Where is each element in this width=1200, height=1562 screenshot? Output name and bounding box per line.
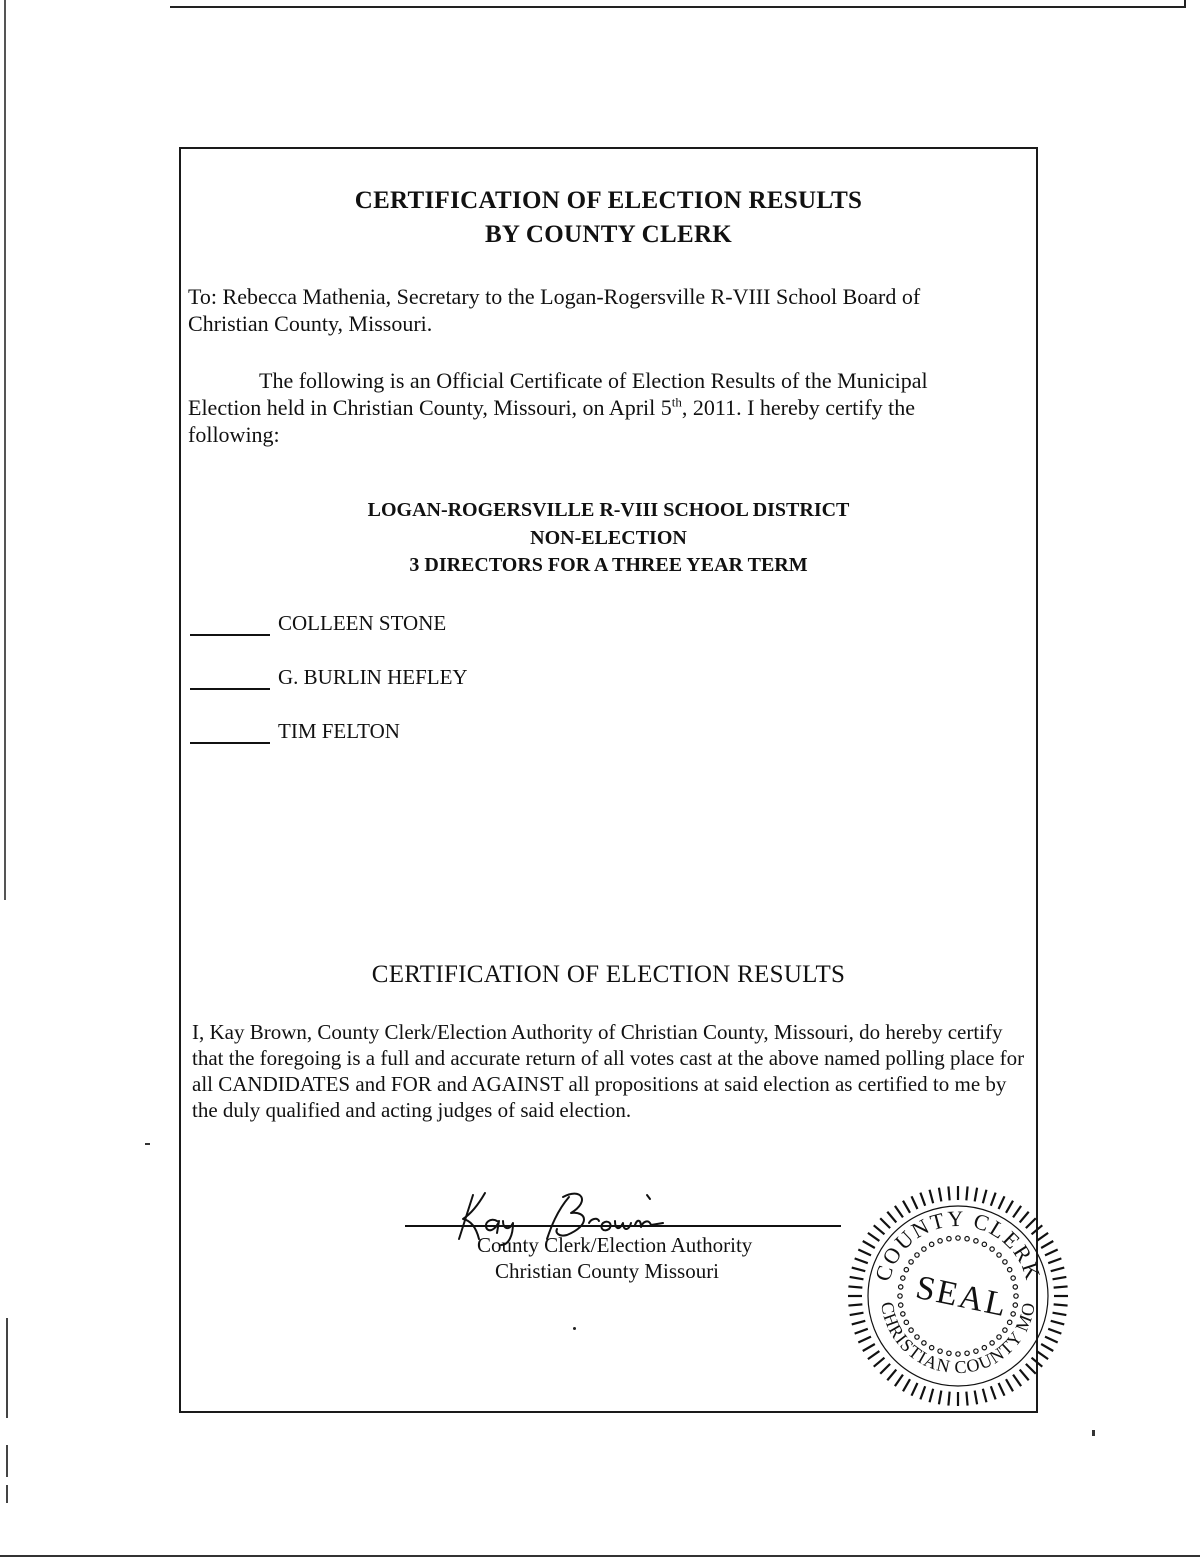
- scan-left-mark: [6, 1318, 8, 1418]
- seal-tick: [920, 1386, 925, 1399]
- seal-tick: [1006, 1201, 1013, 1213]
- seal-dot: [956, 1236, 960, 1240]
- seal-dot: [982, 1242, 986, 1246]
- seal-dot: [982, 1345, 986, 1349]
- seal-tick: [991, 1193, 996, 1206]
- seal-tick: [999, 1383, 1005, 1396]
- seal-tick: [1053, 1277, 1067, 1279]
- seal-dot: [974, 1349, 978, 1353]
- scan-speck: [573, 1327, 576, 1330]
- seal-tick: [1041, 1344, 1053, 1351]
- race-type: NON-ELECTION: [530, 527, 687, 549]
- seal-tick: [863, 1344, 875, 1351]
- seal-tick: [983, 1190, 987, 1204]
- seal-dot: [909, 1328, 913, 1332]
- seal-tick: [895, 1206, 903, 1217]
- intro-paragraph: [188, 367, 988, 448]
- seal-tick: [874, 1358, 885, 1367]
- seal-tick: [975, 1391, 977, 1405]
- seal-tick: [850, 1313, 864, 1315]
- seal-tick: [880, 1364, 890, 1374]
- seal-tick: [1037, 1233, 1048, 1241]
- certification-heading: CERTIFICATION OF ELECTION RESULTS: [371, 961, 846, 988]
- race-seats: 3 DIRECTORS FOR A THREE YEAR TERM: [409, 554, 808, 576]
- seal-tick: [1020, 1370, 1029, 1381]
- certificate-frame: [179, 147, 1047, 1413]
- candidate-row: [190, 665, 468, 690]
- seal-tick: [852, 1321, 866, 1325]
- seal-dot: [1007, 1267, 1011, 1271]
- seal-tick: [939, 1188, 941, 1202]
- seal-dot: [997, 1253, 1001, 1257]
- seal-dot: [938, 1349, 942, 1353]
- seal-tick: [920, 1193, 925, 1206]
- scan-speck: [1092, 1430, 1095, 1436]
- seal-tick: [1041, 1241, 1053, 1248]
- seal-dot: [922, 1341, 926, 1345]
- seal-tick: [880, 1218, 890, 1228]
- seal-tick: [966, 1186, 967, 1200]
- seal-dot: [990, 1341, 994, 1345]
- scan-top-rule: [170, 6, 1186, 8]
- seal-tick: [912, 1383, 918, 1396]
- seal-tick: [848, 1304, 862, 1305]
- seal-tick: [1054, 1286, 1068, 1287]
- seal-tick: [1020, 1212, 1029, 1223]
- svg-text:COUNTY CLERK: [870, 1206, 1046, 1284]
- seal-dot: [938, 1239, 942, 1243]
- addressee-line: To: Rebecca Mathenia, Secretary to the Logan-Rogersville R-VIII School Board of Christian County, Missouri.: [188, 284, 921, 336]
- scan-speck: [145, 1143, 150, 1145]
- seal-tick: [903, 1379, 910, 1391]
- seal-tick: [930, 1389, 934, 1403]
- seal-dot: [947, 1237, 951, 1241]
- seal-dot: [899, 1303, 903, 1307]
- seal-tick: [966, 1392, 967, 1406]
- signer-title: County Clerk/Election Authority: [477, 1233, 753, 1257]
- seal-dot: [956, 1352, 960, 1356]
- seal-dot: [974, 1239, 978, 1243]
- seal-tick: [983, 1389, 987, 1403]
- candidate-name: TIM FELTON: [278, 719, 400, 743]
- seal-tick: [1045, 1250, 1058, 1256]
- seal-tick: [999, 1196, 1005, 1209]
- seal-tick: [1048, 1329, 1061, 1334]
- seal-bottom-text: CHRISTIAN COUNTY MO: [877, 1300, 1039, 1378]
- scan-left-mark: [6, 1485, 8, 1503]
- seal-dot: [915, 1335, 919, 1339]
- seal-tick: [948, 1186, 949, 1200]
- seal-dot: [1003, 1328, 1007, 1332]
- seal-tick: [975, 1188, 977, 1202]
- seal-tick: [1051, 1321, 1065, 1325]
- candidate-row: [190, 719, 400, 744]
- seal-dot: [990, 1247, 994, 1251]
- intro-text: The following is an Official Certificate of Election Results of the Municipal Election held in Christian County, Missouri, on April 5: [188, 368, 928, 420]
- seal-tick: [1037, 1351, 1048, 1359]
- signature-line: [405, 1225, 841, 1227]
- race-title: LOGAN-ROGERSVILLE R-VIII SCHOOL DISTRICT: [367, 499, 850, 521]
- seal-tick: [1032, 1358, 1043, 1367]
- seal-dot: [904, 1320, 908, 1324]
- seal-tick: [874, 1225, 885, 1234]
- seal-tick: [1013, 1375, 1021, 1386]
- seal-dot: [904, 1267, 908, 1271]
- scan-left-mark: [6, 1445, 8, 1477]
- scan-left-rule: [4, 0, 6, 900]
- seal-dot: [929, 1242, 933, 1246]
- seal-top-text: COUNTY CLERK: [869, 1205, 1047, 1285]
- seal-dot: [922, 1247, 926, 1251]
- date-suffix: th: [671, 394, 682, 410]
- scan-top-tick: [1184, 0, 1186, 8]
- seal-dot: [915, 1253, 919, 1257]
- vote-count-blank: [190, 612, 270, 636]
- seal-dot: [965, 1237, 969, 1241]
- seal-tick: [1032, 1225, 1043, 1234]
- seal-dot: [1014, 1294, 1018, 1298]
- document-subtitle: BY COUNTY CLERK: [484, 221, 733, 248]
- seal-tick: [903, 1201, 910, 1213]
- seal-tick: [912, 1196, 918, 1209]
- seal-tick: [948, 1392, 949, 1406]
- vote-count-blank: [190, 720, 270, 744]
- seal-dot: [909, 1260, 913, 1264]
- intro-text-end: , 2011. I hereby certify the following:: [188, 395, 916, 447]
- seal-tick: [868, 1351, 879, 1359]
- seal-center-text: SEAL: [912, 1268, 1012, 1325]
- seal-tick: [1013, 1206, 1021, 1217]
- seal-tick: [1051, 1268, 1065, 1272]
- seal-tick: [863, 1241, 875, 1248]
- seal-tick: [1026, 1218, 1036, 1228]
- seal-dot: [1003, 1260, 1007, 1264]
- seal-tick: [848, 1286, 862, 1287]
- seal-dot: [901, 1312, 905, 1316]
- seal-tick: [1006, 1379, 1013, 1391]
- seal-dot: [899, 1285, 903, 1289]
- seal-tick: [1053, 1313, 1067, 1315]
- seal-dot: [901, 1276, 905, 1280]
- document-title: CERTIFICATION OF ELECTION RESULTS: [354, 187, 863, 214]
- candidate-row: [190, 611, 446, 636]
- seal-dot: [1011, 1276, 1015, 1280]
- candidate-name: COLLEEN STONE: [278, 611, 447, 635]
- seal-tick: [850, 1277, 864, 1279]
- seal-dot: [1013, 1303, 1017, 1307]
- seal-dot: [898, 1294, 902, 1298]
- seal-tick: [1045, 1337, 1058, 1343]
- seal-tick: [991, 1386, 996, 1399]
- seal-tick: [868, 1233, 879, 1241]
- seal-tick: [858, 1250, 871, 1256]
- vote-count-blank: [190, 666, 270, 690]
- seal-tick: [895, 1375, 903, 1386]
- seal-dot: [1013, 1285, 1017, 1289]
- seal-dot: [1011, 1312, 1015, 1316]
- candidate-name: G. BURLIN HEFLEY: [278, 665, 468, 689]
- seal-tick: [1048, 1258, 1061, 1263]
- seal-dot: [929, 1345, 933, 1349]
- seal-tick: [887, 1370, 896, 1381]
- seal-tick: [939, 1391, 941, 1405]
- seal-dot: [965, 1351, 969, 1355]
- scan-bottom-rule: [0, 1555, 1200, 1557]
- seal-tick: [855, 1329, 868, 1334]
- seal-dot: [947, 1351, 951, 1355]
- seal-tick: [858, 1337, 871, 1343]
- signer-county: Christian County Missouri: [495, 1259, 720, 1283]
- seal-tick: [1026, 1364, 1036, 1374]
- seal-tick: [852, 1268, 866, 1272]
- seal-tick: [855, 1258, 868, 1263]
- seal-tick: [1054, 1304, 1068, 1305]
- seal-tick: [887, 1212, 896, 1223]
- certification-statement: I, Kay Brown, County Clerk/Election Authority of Christian County, Missouri, do hereby certify that the foregoing is a full and accurate return of all votes cast at the above named polling place for all CANDIDATES and FOR and AGAINST all propositions at said election as certified to me by the duly qualified and acting judges of said election.: [192, 1020, 1025, 1122]
- seal-tick: [930, 1190, 934, 1204]
- county-clerk-seal: [843, 1181, 1073, 1411]
- seal-dot: [1007, 1320, 1011, 1324]
- seal-dot: [997, 1335, 1001, 1339]
